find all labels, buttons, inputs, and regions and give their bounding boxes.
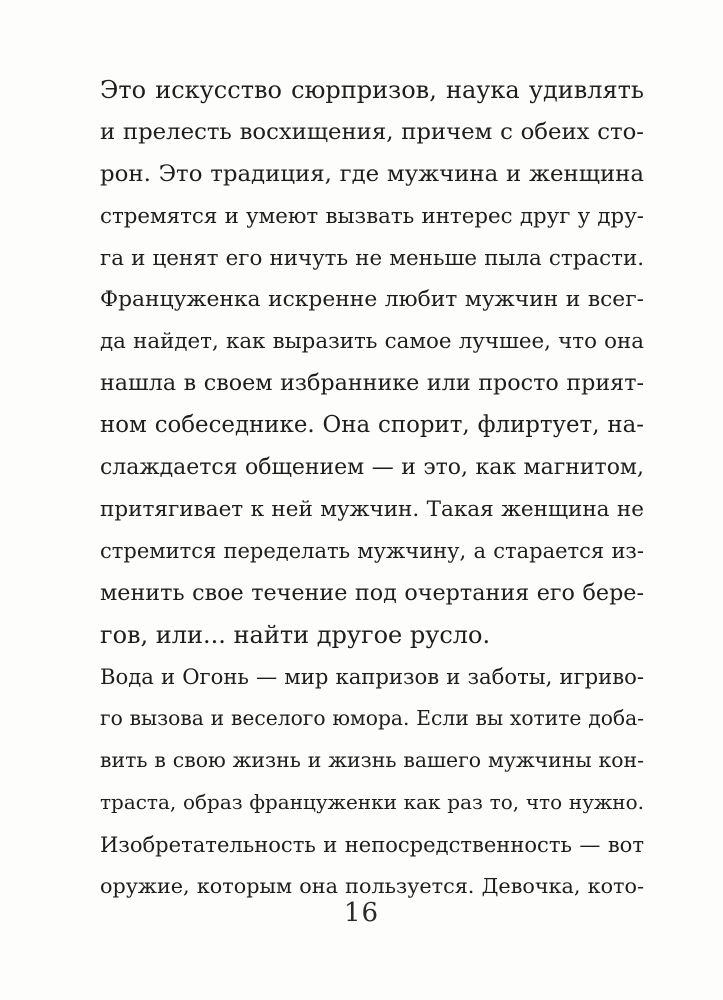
paragraph-2: [100, 656, 644, 907]
text-line: траста, образ француженки как раз то, что нужно.: [100, 790, 644, 815]
text-line: оружие, которым она пользуется. Девочка, кото-: [100, 873, 644, 898]
text-line: рон. Это традиция, где мужчина и женщина: [100, 160, 644, 187]
text-line: нашла в своем избраннике или просто прият-: [100, 370, 644, 397]
text-line: слаждается общением — и это, как магнитом,: [100, 455, 644, 481]
body-text: [100, 70, 644, 908]
text-line: притягивает к ней мужчин. Такая женщина не: [100, 496, 644, 522]
text-line: стремится переделать мужчину, а старается из-: [100, 538, 644, 563]
text-line: вить в свою жизнь и жизнь вашего мужчины кон-: [100, 748, 644, 773]
text-line: Вода и Огонь — мир капризов и заботы, игриво-: [100, 664, 644, 690]
text-line: стремятся и умеют вызвать интерес друг у дру-: [100, 203, 644, 229]
paragraph-1: [100, 70, 644, 656]
text-line: менить свое течение под очертания его бере-: [100, 579, 644, 606]
text-line: ном собеседнике. Она спорит, флиртует, на-: [100, 412, 644, 439]
text-line: га и ценят его ничуть не меньше пыла страсти.: [100, 245, 644, 271]
text-line: Француженка искренне любит мужчин и всег-: [100, 287, 644, 313]
page-number: 16: [343, 898, 380, 928]
text-line: Изобретательность и непосредственность — вот: [100, 832, 644, 858]
text-line: гов, или... найти другое русло.: [100, 620, 491, 649]
text-line: Это искусство сюрпризов, наука удивлять: [100, 76, 644, 104]
text-line: го вызова и веселого юмора. Если вы хотите доба-: [100, 706, 644, 731]
text-line: и прелесть восхищения, причем с обеих сто-: [100, 118, 644, 145]
text-line: да найдет, как выразить самое лучшее, что она: [100, 329, 644, 355]
